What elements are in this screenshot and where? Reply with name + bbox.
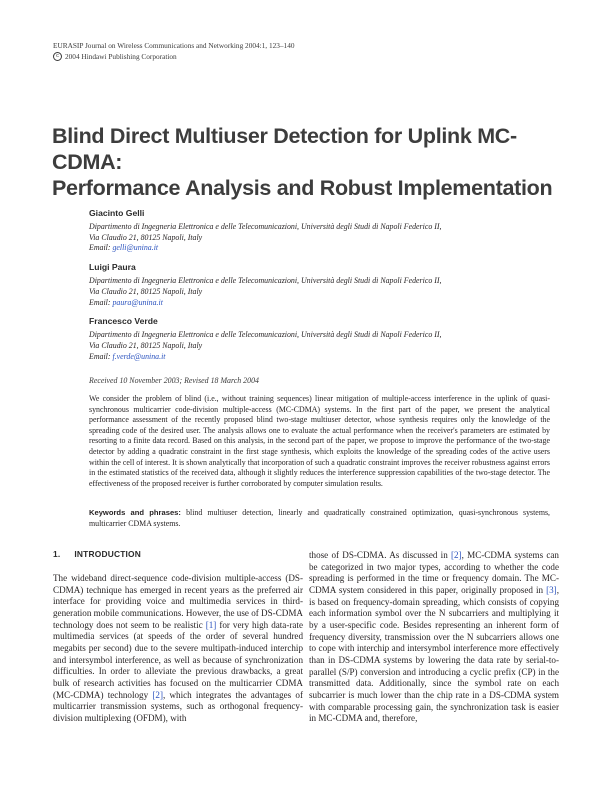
abstract: We consider the problem of blind (i.e., without training sequences) linear mitigation of multiple-access interference in the uplink of quasi-synchronous multicarrier code-division multiple-access (MC-CDMA) systems. In the first part of the paper, we present the analytical performance assessment of the recently proposed blind two-stage multiuser detector, whose synthesis requires only the knowledge of the spreading code of the desired user. The analysis allows one to evaluate the actual performance when the receiver's parameters are estimated by resorting to a finite data record. Based on this analysis, in the second part of the paper, we propose to improve the performance of the two-stage detector by adding a quadratic constraint in the first stage synthesis, which exploits the knowledge of the spreading codes of the active users within the cell of interest. It is shown analytically that incorporation of such a quadratic constraint improves the receiver robustness against errors in the estimated statistics of the received data, although it slightly reduces the interference suppression capabilities of the two-stage detector. The effectiveness of the proposed receiver is further corroborated by computer simulation results. (89, 394, 550, 488)
author-email-line (89, 298, 559, 309)
copyright-icon: c (53, 52, 62, 61)
section-heading (53, 549, 141, 559)
body-text: The wideband direct-sequence code-division multiple-access (DS-CDMA) technique has emerged in recent years as the preferred air interface for providing voice and multimedia services in third-generation mobile communications. However, the use of DS-CDMA technology does not seem to be realistic (53, 573, 303, 630)
author-affiliation: Dipartimento di Ingegneria Elettronica e delle Telecomunicazioni, Università degli Studi di Napoli Federico II, (89, 330, 442, 340)
received-dates: Received 10 November 2003; Revised 18 March 2004 (89, 376, 259, 385)
author-affiliation: Dipartimento di Ingegneria Elettronica e delle Telecomunicazioni, Università degli Studi di Napoli Federico II, (89, 222, 442, 231)
section-title: INTRODUCTION (74, 549, 141, 559)
author-email-line (89, 352, 559, 363)
author-email-line (89, 243, 559, 254)
author-email-link[interactable]: paura@unina.it (112, 297, 163, 307)
author-list (89, 207, 559, 369)
body-text: , which integrates the advantages of multicarrier transmission systems, such as orthogonal frequency-division multiplexing (OFDM), with (53, 689, 304, 723)
copyright-text: 2004 Hindawi Publishing Corporation (65, 52, 177, 61)
citation-link[interactable]: [2] (152, 689, 163, 700)
author-email-link[interactable]: f.verde@unina.it (112, 351, 166, 361)
keywords-text: blind multiuser detection, linearly and quadratically constrained optimization, quasi-synchronous systems, multicarrier CDMA systems. (89, 508, 550, 528)
author-name: Luigi Paura (89, 262, 136, 273)
body-text: those of DS-CDMA. As discussed in (309, 550, 451, 560)
author-name: Francesco Verde (89, 316, 158, 327)
author-block (89, 315, 559, 362)
journal-citation: EURASIP Journal on Wireless Communications and Networking 2004:1, 123–140 (53, 41, 295, 50)
body-text: for very high data-rate multimedia services (at speeds of the order of several hundred megabits per second) due to the severe multipath-induced interchip and intersymbol interference, as well as because of synchronization difficulties. In order to alleviate the previous drawbacks, a great bulk of research activities has focused on the multicarrier CDMA (MC-CDMA) technology (53, 619, 303, 700)
section-number: 1. (53, 549, 61, 559)
paper-title (52, 123, 572, 201)
email-label: Email: (89, 243, 111, 253)
author-address: Via Claudio 21, 80125 Napoli, Italy (89, 340, 203, 350)
copyright-line (53, 51, 177, 62)
body-text: , is based on frequency-domain spreading, which consists of copying each information symbol over the N subcarriers and multiplying it by a user-specific code. Besides representing an inherent form of frequency diversity, transmission over the N subcarriers allows one to cope with interchip and intersymbol interference more effectively than in DS-CDMA systems by lowering the data rate by serial-to-parallel (S/P) conversion and introducing a cyclic prefix (CP) in the transmitted data. Additionally, since the symbol rate on each subcarrier is much lower than the chip rate in a DS-CDMA system with comparable processing gain, the synchronization task is easier in MC-CDMA and, therefore, (309, 584, 559, 724)
author-address: Via Claudio 21, 80125 Napoli, Italy (89, 286, 203, 296)
email-label: Email: (89, 351, 111, 361)
author-address: Via Claudio 21, 80125 Napoli, Italy (89, 232, 203, 242)
author-email-link[interactable]: gelli@unina.it (112, 243, 159, 253)
citation-link[interactable]: [1] (205, 619, 217, 630)
title-line-2: Performance Analysis and Robust Implementation (52, 176, 553, 200)
title-line-1: Blind Direct Multiuser Detection for Uplink MC-CDMA: (52, 124, 517, 174)
intro-left-column (53, 573, 303, 725)
keywords (89, 508, 550, 529)
author-name: Giacinto Gelli (89, 208, 145, 218)
keywords-label: Keywords and phrases: (89, 508, 181, 517)
citation-link[interactable]: [2] (450, 550, 462, 560)
intro-right-column (309, 550, 559, 725)
email-label: Email: (89, 297, 111, 307)
author-block (89, 261, 559, 308)
body-text: , MC-CDMA systems can be categorized in two major types, according to whether the code spreading is performed in the time or frequency domain. The MC-CDMA system considered in this paper, originally proposed in (309, 550, 559, 595)
author-block (89, 207, 559, 254)
author-affiliation: Dipartimento di Ingegneria Elettronica e delle Telecomunicazioni, Università degli Studi di Napoli Federico II, (89, 276, 442, 286)
citation-link[interactable]: [3] (546, 584, 557, 595)
